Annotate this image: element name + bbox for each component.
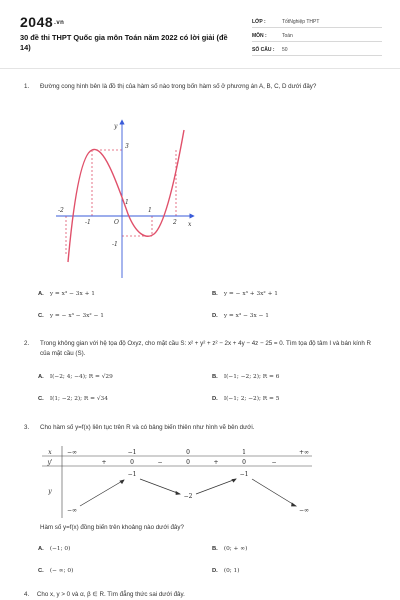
origin-label: O [114,219,119,226]
x-tick-label: -1 [85,219,91,226]
question-subtext: Hàm số y=f(x) đồng biến trên khoảng nào dưới đây? [40,524,184,531]
option-b[interactable] [212,374,279,380]
question-4 [24,591,185,598]
meta-row-subject [252,28,382,42]
option-text: I(−1; −2; 2); R = 6 [223,374,280,380]
derivative-sign: 0 [242,459,246,466]
option-a[interactable] [38,374,113,380]
derivative-sign: 0 [130,459,134,466]
site-logo[interactable] [20,14,64,30]
option-a[interactable] [38,546,70,552]
option-label: D. [212,568,218,574]
option-label: D. [212,396,218,402]
header-divider [0,68,400,69]
variation-table-svg [42,446,312,518]
y-axis-label: y [114,123,118,130]
meta-row-count [252,42,382,56]
option-label: A. [38,291,44,297]
derivative-sign: 0 [186,459,190,466]
row-yprime-label: y' [47,459,53,466]
option-b[interactable] [212,291,278,297]
question-text: Cho x, y > 0 và α, β ∈ R. Tìm đẳng thức sai dưới đây. [36,591,185,598]
derivative-sign: + [213,459,219,466]
y-value: −∞ [298,507,310,514]
x-value: −∞ [66,449,78,456]
option-c[interactable] [38,396,108,402]
derivative-sign: − [157,459,163,466]
x-value: 0 [186,449,190,456]
meta-value: TốtNghiệp THPT [282,19,320,25]
document-title: 30 đề thi THPT Quốc gia môn Toán năm 2022 có lời giải (đề 14) [20,33,228,52]
option-label: D. [212,313,218,319]
logo-suffix: .vn [54,20,65,27]
option-text: (−1; 0) [49,546,71,552]
option-text: I(1; −2; 2); R = √34 [49,396,108,402]
option-c[interactable] [38,313,104,319]
x-value: 1 [242,449,246,456]
x-value: +∞ [298,449,310,456]
y-value: −1 [239,471,249,478]
option-text: (0; + ∞) [223,546,248,552]
option-d[interactable] [212,568,240,574]
option-label: A. [38,374,44,380]
question-number: 2. [24,340,30,347]
option-label: A. [38,546,44,552]
logo-text: 2048 [20,14,54,30]
question-number: 1. [24,83,30,90]
y-value: −1 [127,471,137,478]
option-label: B. [212,374,218,380]
question-text: Trong không gian với hệ tọa độ Oxyz, cho mặt cầu S: x² + y² + z² − 2x + 4y − 4z − 25 = 0. Tìm tọa độ tâm I và bán kính R của mặt cầu (S). [40,340,371,357]
x-tick-label: 2 [173,219,177,226]
row-x-label: x [48,449,52,456]
variation-table [42,446,312,518]
derivative-sign: + [101,459,107,466]
option-label: B. [212,546,218,552]
x-tick-label: 1 [148,207,152,214]
meta-row-class [252,14,382,28]
option-text: I(−1; 2; −2); R = 5 [223,396,280,402]
derivative-sign: − [271,459,277,466]
meta-key: MÔN : [252,33,267,39]
question-text: Đường cong hình bên là đồ thị của hàm số nào trong bốn hàm số ở phương án A, B, C, D dưới đây? [40,83,317,90]
option-text: y = x³ − 3x − 1 [223,313,269,319]
y-tick-label: 1 [125,199,129,206]
meta-key: SỐ CÂU : [252,47,275,53]
option-label: C. [38,313,44,319]
option-text: y = − x³ − 3x² − 1 [49,313,104,319]
x-tick-label: -2 [58,207,64,214]
meta-value: Toán [282,33,293,39]
question-text: Cho hàm số y=f(x) liên tục trên R và có bảng biến thiên như hình vẽ bên dưới. [40,424,255,431]
option-c[interactable] [38,568,73,574]
y-value: −2 [183,493,193,500]
x-value: −1 [127,449,137,456]
option-label: B. [212,291,218,297]
option-text: y = − x³ + 3x² + 1 [223,291,278,297]
exam-meta [252,14,382,56]
meta-key: LỚP : [252,19,266,25]
row-y-label: y [48,488,52,495]
option-b[interactable] [212,546,247,552]
question-number: 4. [24,591,30,598]
y-value: −∞ [66,507,78,514]
option-label: C. [38,396,44,402]
option-d[interactable] [212,313,269,319]
graph-svg [56,116,196,282]
meta-value: 50 [282,47,288,53]
option-text: y = x³ − 3x + 1 [49,291,95,297]
option-text: I(−2; 4; −4); R = √29 [49,374,113,380]
function-graph [56,116,196,282]
y-tick-label: 3 [125,143,129,150]
x-axis-label: x [188,221,192,228]
y-tick-label: -1 [112,241,118,248]
option-a[interactable] [38,291,95,297]
question-number: 3. [24,424,30,431]
option-text: (0; 1) [223,568,240,574]
option-text: (− ∞; 0) [49,568,74,574]
option-label: C. [38,568,44,574]
option-d[interactable] [212,396,279,402]
